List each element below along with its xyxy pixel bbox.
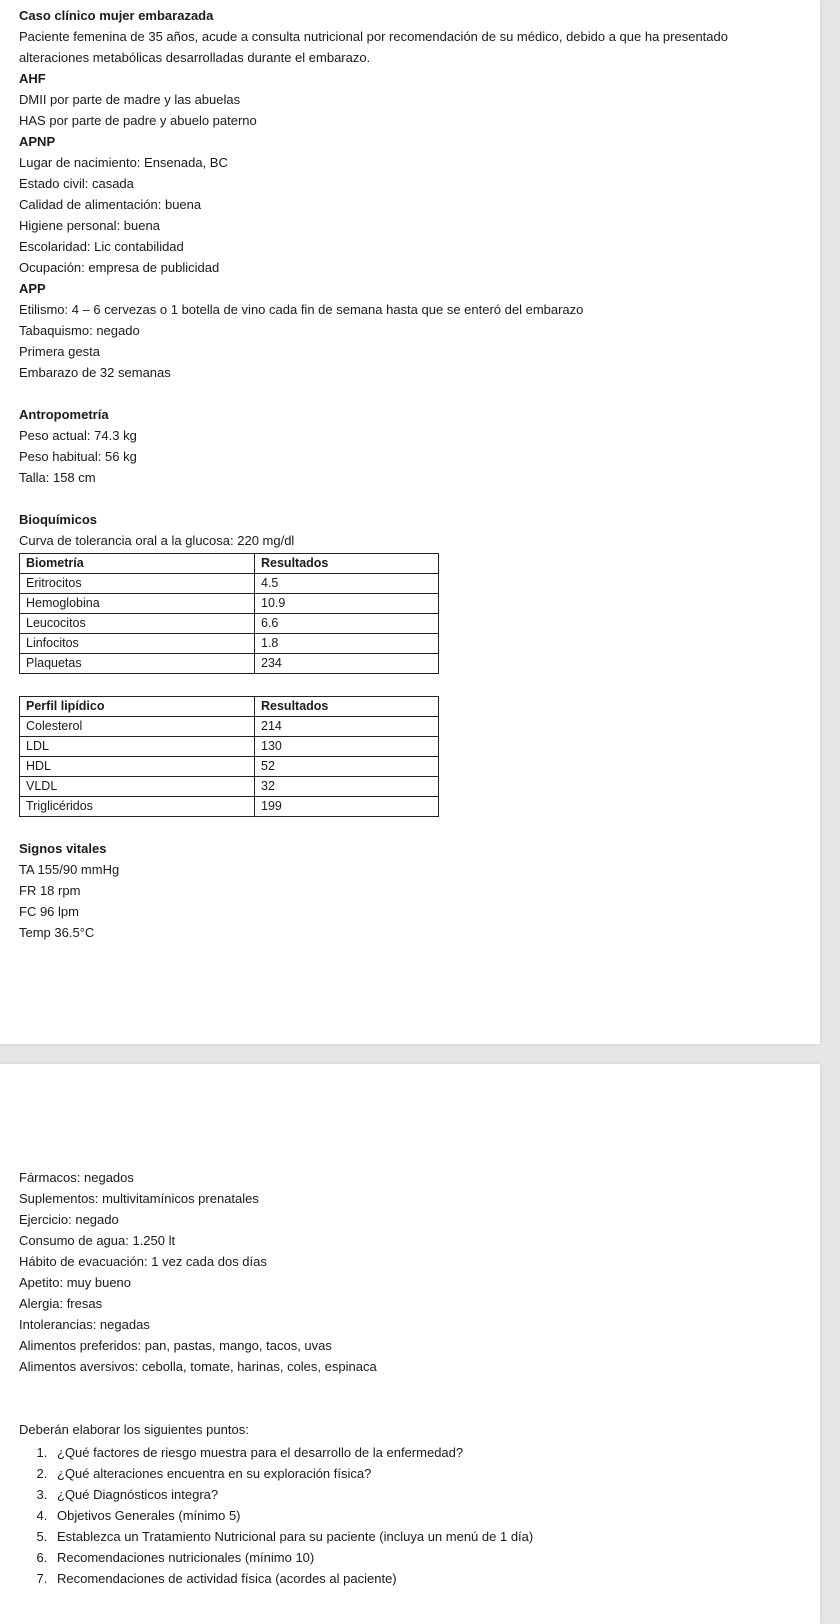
table-header-cell: Resultados xyxy=(255,697,439,717)
lipid-profile-table xyxy=(19,696,439,817)
table-cell: 4.5 xyxy=(255,574,439,594)
list-item: 4. Objetivos Generales (mínimo 5) xyxy=(51,1505,790,1526)
list-item: 3. ¿Qué Diagnósticos integra? xyxy=(51,1484,790,1505)
history-line: Suplementos: multivitamínicos prenatales xyxy=(19,1191,259,1206)
history-line: Alimentos preferidos: pan, pastas, mango, tacos, uvas xyxy=(19,1338,332,1353)
app-line: Tabaquismo: negado xyxy=(19,323,140,338)
history-line: Intolerancias: negadas xyxy=(19,1317,150,1332)
table-cell: 32 xyxy=(255,777,439,797)
history-line: Fármacos: negados xyxy=(19,1170,134,1185)
glucose-curve-line: Curva de tolerancia oral a la glucosa: 220 mg/dl xyxy=(19,533,295,548)
list-item: 5. Establezca un Tratamiento Nutricional para su paciente (incluya un menú de 1 día) xyxy=(51,1526,790,1547)
history-line: Consumo de agua: 1.250 lt xyxy=(19,1233,176,1248)
table-cell: 6.6 xyxy=(255,614,439,634)
table-row xyxy=(20,737,439,757)
ahf-line: HAS por parte de padre y abuelo paterno xyxy=(19,113,257,128)
table-row xyxy=(20,614,439,634)
antropometria-line: Talla: 158 cm xyxy=(19,470,96,485)
points-list xyxy=(19,1442,790,1589)
table-row xyxy=(20,634,439,654)
table-row xyxy=(20,757,439,777)
table-cell: Eritrocitos xyxy=(20,574,255,594)
antropometria-line: Peso habitual: 56 kg xyxy=(19,449,137,464)
vital-sign-line: TA 155/90 mmHg xyxy=(19,862,120,877)
list-item: 7. Recomendaciones de actividad física (acordes al paciente) xyxy=(51,1568,790,1589)
table-header-cell: Biometría xyxy=(20,554,255,574)
list-item: 1. ¿Qué factores de riesgo muestra para el desarrollo de la enfermedad? xyxy=(51,1442,790,1463)
history-line: Hábito de evacuación: 1 vez cada dos días xyxy=(19,1254,267,1269)
bioquimicos-heading: Bioquímicos xyxy=(19,512,98,527)
table-cell: Triglicéridos xyxy=(20,797,255,817)
table-cell: Plaquetas xyxy=(20,654,255,674)
app-line: Etilismo: 4 – 6 cervezas o 1 botella de vino cada fin de semana hasta que se enteró del embarazo xyxy=(19,302,584,317)
antropometria-line: Peso actual: 74.3 kg xyxy=(19,428,137,443)
table-row xyxy=(20,797,439,817)
table-cell: HDL xyxy=(20,757,255,777)
table-cell: 10.9 xyxy=(255,594,439,614)
table-header-cell: Resultados xyxy=(255,554,439,574)
app-heading: APP xyxy=(19,281,46,296)
history-line: Ejercicio: negado xyxy=(19,1212,119,1227)
apnp-line: Ocupación: empresa de publicidad xyxy=(19,260,220,275)
table-cell: 52 xyxy=(255,757,439,777)
apnp-line: Higiene personal: buena xyxy=(19,218,160,233)
table-cell: Colesterol xyxy=(20,717,255,737)
table-cell: LDL xyxy=(20,737,255,757)
apnp-line: Escolaridad: Lic contabilidad xyxy=(19,239,184,254)
table-row xyxy=(20,717,439,737)
document-page-2 xyxy=(0,1064,820,1624)
ahf-heading: AHF xyxy=(19,71,46,86)
document-title: Caso clínico mujer embarazada xyxy=(19,8,214,23)
page-1-content xyxy=(19,5,790,943)
vital-sign-line: FC 96 lpm xyxy=(19,904,79,919)
vital-sign-line: Temp 36.5°C xyxy=(19,925,95,940)
app-line: Primera gesta xyxy=(19,344,100,359)
biometria-table xyxy=(19,553,439,674)
table-cell: 234 xyxy=(255,654,439,674)
history-line: Alimentos aversivos: cebolla, tomate, harinas, coles, espinaca xyxy=(19,1359,377,1374)
history-line: Alergia: fresas xyxy=(19,1296,103,1311)
table-cell: 214 xyxy=(255,717,439,737)
table-cell: 130 xyxy=(255,737,439,757)
vital-sign-line: FR 18 rpm xyxy=(19,883,81,898)
table-cell: Hemoglobina xyxy=(20,594,255,614)
table-cell: VLDL xyxy=(20,777,255,797)
table-cell: 199 xyxy=(255,797,439,817)
table-row xyxy=(20,777,439,797)
table-row xyxy=(20,654,439,674)
table-cell: Leucocitos xyxy=(20,614,255,634)
signos-vitales-heading: Signos vitales xyxy=(19,841,107,856)
table-row xyxy=(20,574,439,594)
apnp-line: Lugar de nacimiento: Ensenada, BC xyxy=(19,155,228,170)
table-cell: 1.8 xyxy=(255,634,439,654)
ahf-line: DMII por parte de madre y las abuelas xyxy=(19,92,241,107)
table-row xyxy=(20,594,439,614)
history-line: Apetito: muy bueno xyxy=(19,1275,132,1290)
page-2-content xyxy=(19,1167,790,1589)
table-header-row xyxy=(20,697,439,717)
antropometria-heading: Antropometría xyxy=(19,407,109,422)
points-intro: Deberán elaborar los siguientes puntos: xyxy=(19,1422,249,1437)
list-item: 2. ¿Qué alteraciones encuentra en su exploración física? xyxy=(51,1463,790,1484)
table-cell: Linfocitos xyxy=(20,634,255,654)
apnp-line: Estado civil: casada xyxy=(19,176,134,191)
table-header-cell: Perfil lipídico xyxy=(20,697,255,717)
list-item: 6. Recomendaciones nutricionales (mínimo 10) xyxy=(51,1547,790,1568)
table-header-row xyxy=(20,554,439,574)
apnp-line: Calidad de alimentación: buena xyxy=(19,197,202,212)
intro-paragraph: Paciente femenina de 35 años, acude a consulta nutricional por recomendación de su médico, debido a que ha presentado alteraciones metabólicas desarrolladas durante el embarazo. xyxy=(19,29,728,65)
apnp-heading: APNP xyxy=(19,134,56,149)
app-line: Embarazo de 32 semanas xyxy=(19,365,171,380)
